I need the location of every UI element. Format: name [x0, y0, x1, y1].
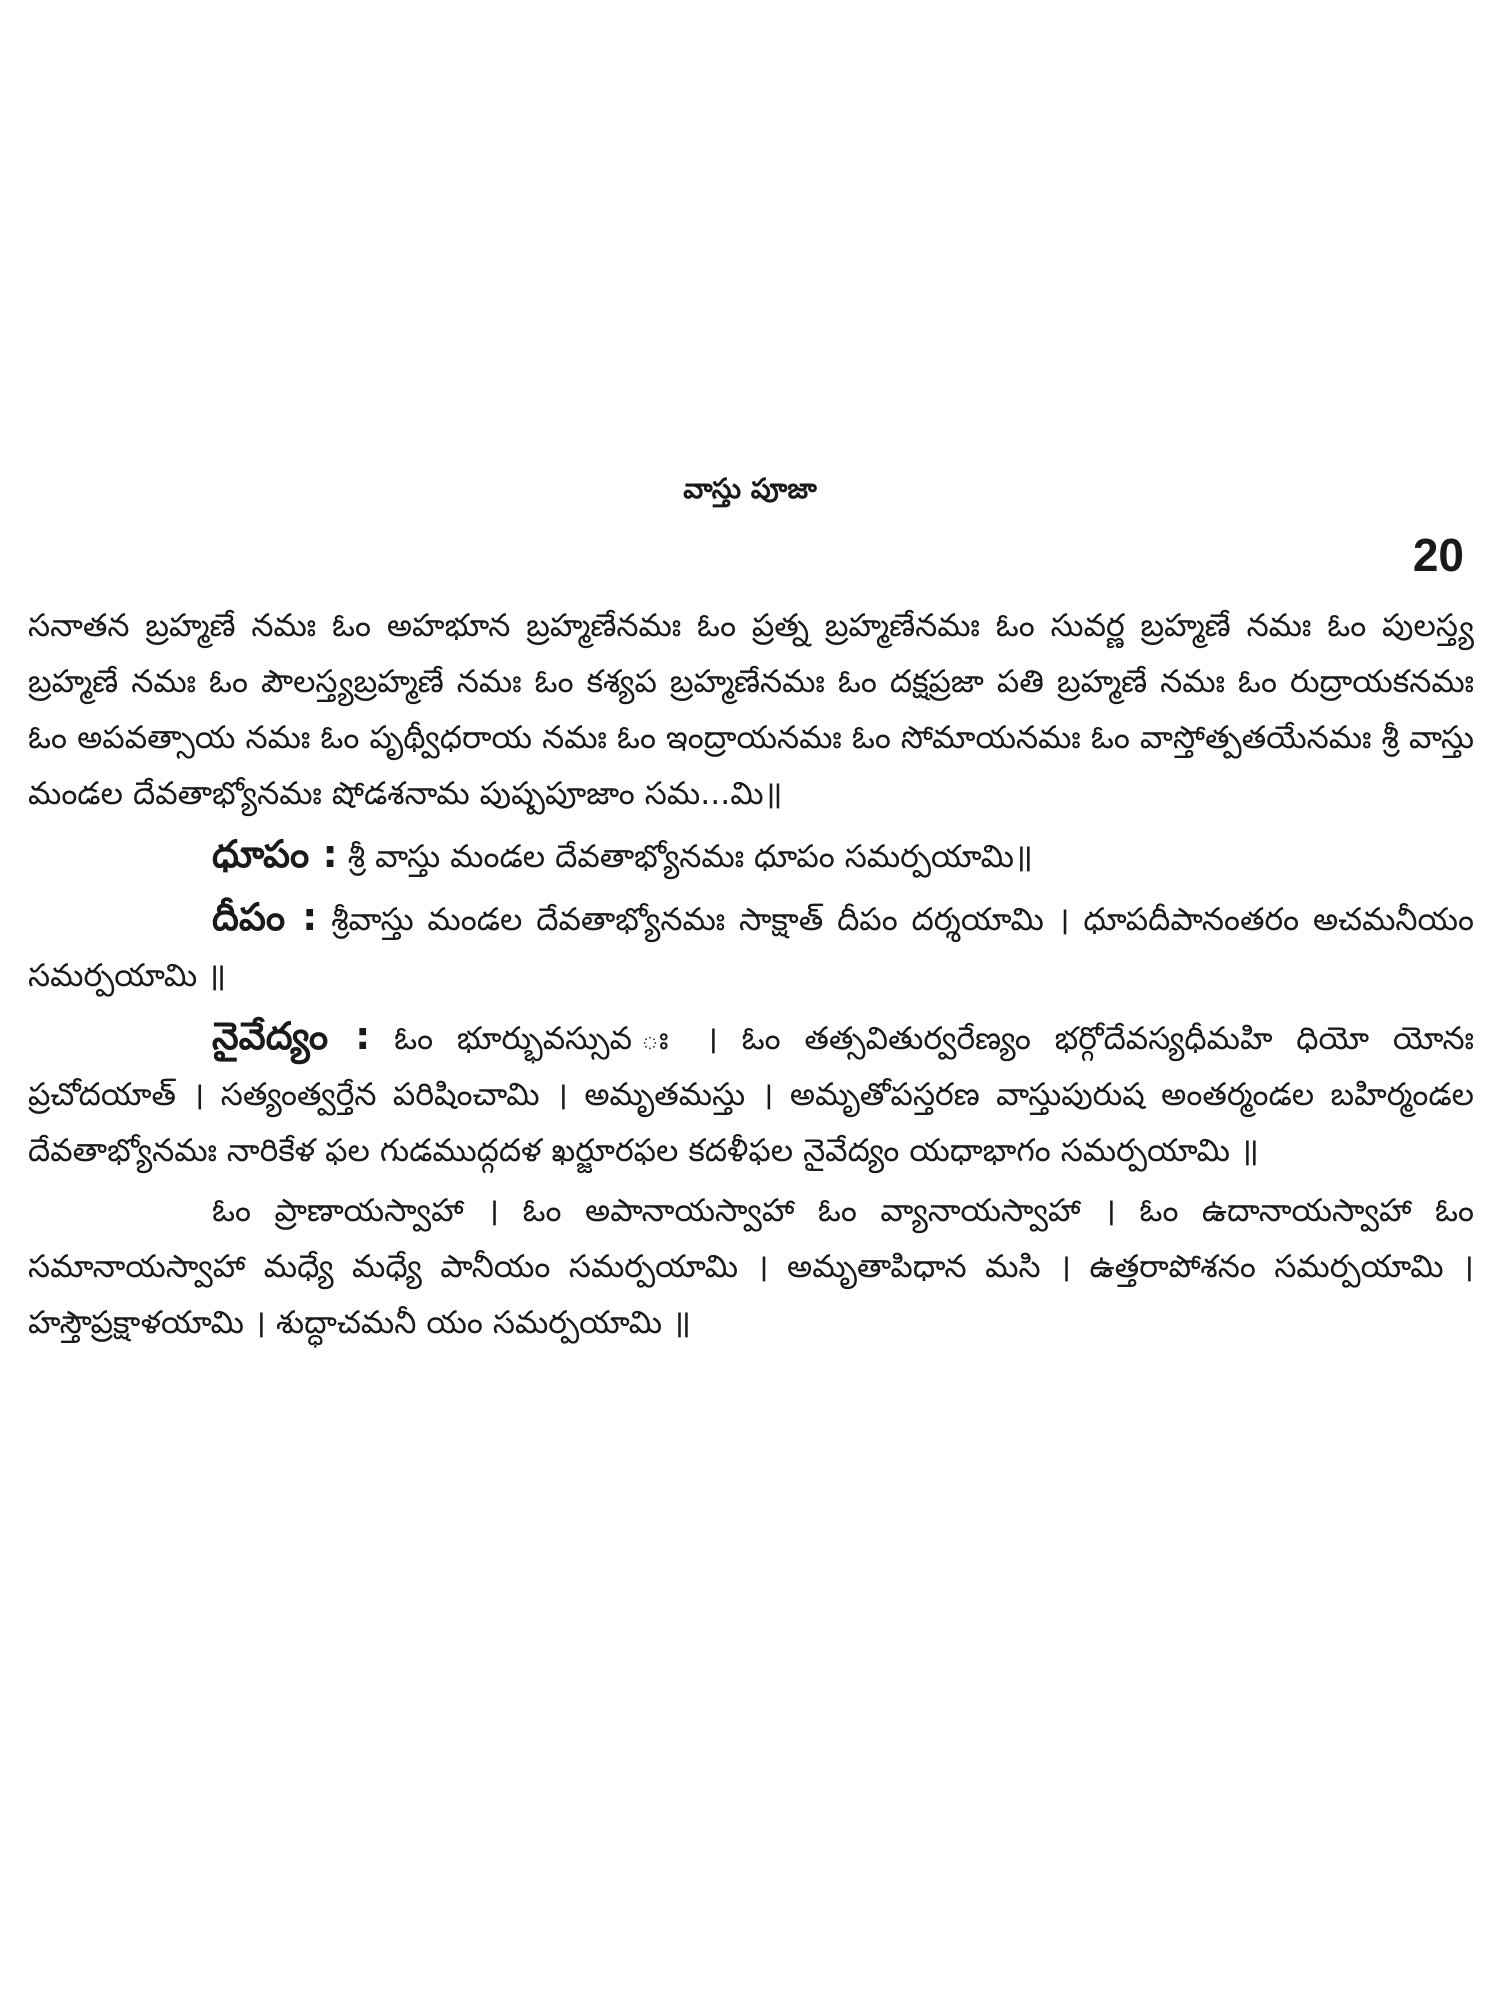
- paragraph-naivedyam: [28, 1008, 1474, 1179]
- deepam-heading: దీపం :: [212, 895, 318, 939]
- naivedyam-text: ఓం భూర్భువస్సువ ః । ఓం తత్సవితుర్వరేణ్యం భర్గోదేవస్యధీమహి ధియో యోనః ప్రచోదయాత్ । సత్యంత్వర్తేన పరిషించామి । అమృతమస్తు । అమృతోపస్తరణ వాస్తుపురుష అంతర్మండల బహిర్మండల దేవతాభ్యోనమః నారికేళ ఫల గుడముద్గదళ ఖర్జూరఫల కదళీఫల నైవేద్యం యధాభాగం సమర్పయామి ॥: [28, 1021, 1474, 1169]
- paragraph-pranahuti: ఓం ప్రాణాయస్వాహా । ఓం అపానాయస్వాహా ఓం వ్యానాయస్వాహా । ఓం ఉదానాయస్వాహా ఓం సమానాయస్వాహా మధ్యే మధ్యే పానీయం సమర్పయామి । అమృతాపిధాన మసి । ఉత్తరాపోశనం సమర్పయామి । హస్తౌప్రక్షాళయామి । శుద్ధాచమనీ యం సమర్పయామి ॥: [28, 1193, 1474, 1341]
- body-text: [28, 598, 1474, 1355]
- paragraph-dhupam: [28, 826, 1474, 885]
- dhupam-text: శ్రీ వాస్తు మండల దేవతాభ్యోనమః ధూపం సమర్పయామి॥: [347, 839, 1033, 875]
- naivedyam-heading: నైవేద్యం :: [212, 1014, 371, 1058]
- paragraph-ashtottara: సనాతన బ్రహ్మణే నమః ఓం అహభూన బ్రహ్మణేనమః ఓం ప్రత్న బ్రహ్మణేనమః ఓం సువర్ణ బ్రహ్మణే నమః ఓం పులస్త్య బ్రహ్మణే నమః ఓం పౌలస్త్యబ్రహ్మణే నమః ఓం కశ్యప బ్రహ్మణేనమః ఓం దక్షప్రజా పతి బ్రహ్మణే నమః ఓం రుద్రాయకనమః ఓం అపవత్సాయ నమః ఓం పృథ్వీధరాయ నమః ఓం ఇంద్రాయనమః ఓం సోమాయనమః ఓం వాస్తోత్పతయేనమః శ్రీ వాస్తు మండల దేవతాభ్యోనమః షోడశనామ పుష్పపూజాం సమ...మి॥: [28, 608, 1474, 812]
- deepam-text: శ్రీవాస్తు మండల దేవతాభ్యోనమః సాక్షాత్ దీపం దర్శయామి । ధూపదీపానంతరం అచమనీయం సమర్పయామి ॥: [28, 902, 1474, 994]
- running-header: వాస్తు పూజా: [683, 472, 817, 505]
- page-number: 20: [1412, 529, 1464, 581]
- dhupam-heading: ధూపం :: [212, 832, 338, 876]
- paragraph-deepam: [28, 889, 1474, 1004]
